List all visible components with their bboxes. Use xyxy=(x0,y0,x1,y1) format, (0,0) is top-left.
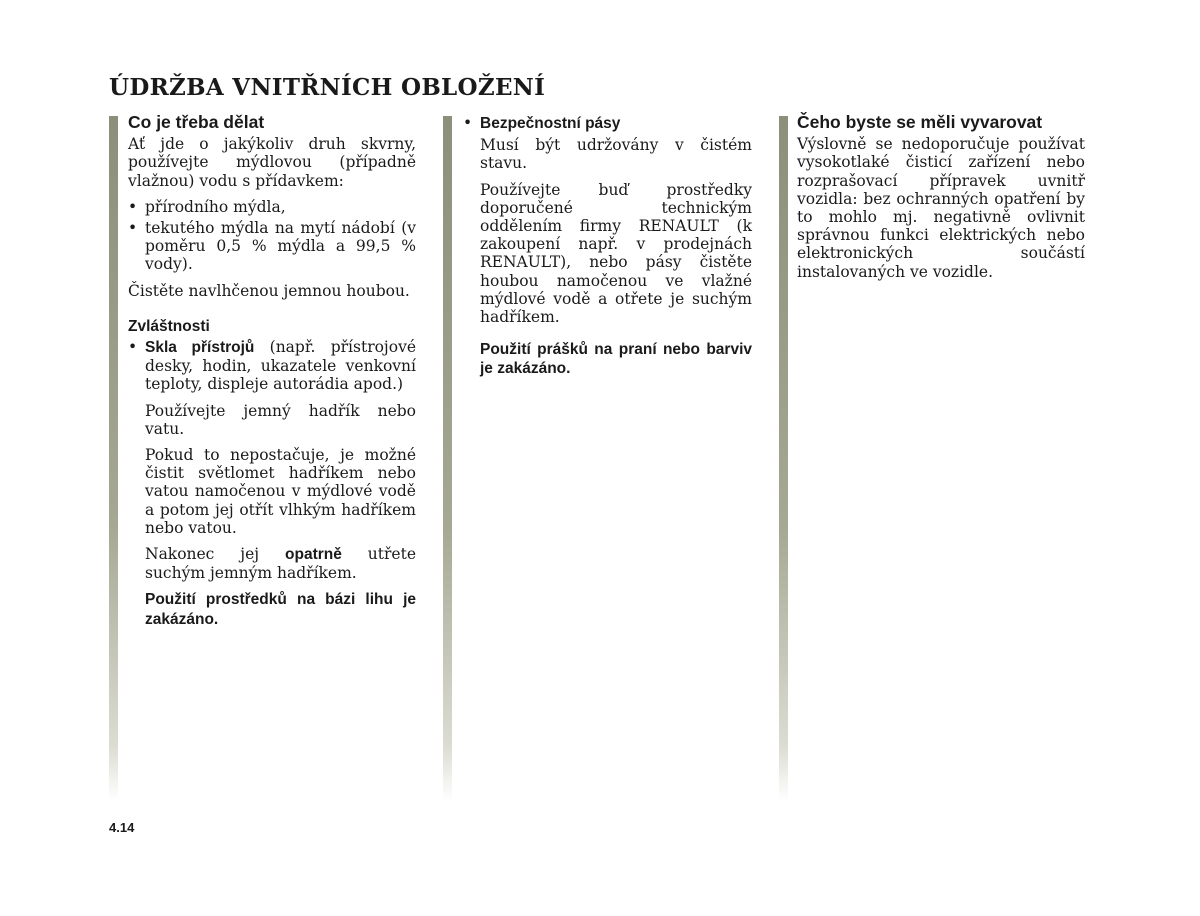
list-item xyxy=(128,198,416,216)
list-item xyxy=(128,219,416,274)
column-2 xyxy=(463,112,752,379)
text-span: utřete suchým jemným hadříkem. xyxy=(145,545,416,583)
text-span: Nakonec jej xyxy=(145,545,286,564)
column-3 xyxy=(797,112,1085,281)
paragraph-if-not-enough: Pokud to nepostačuje, je možné čistit světlomet hadříkem nebo vatou namočenou v mýdlové vodě a potom jej otřít vlhkým hadříkem nebo vatou. xyxy=(145,446,416,537)
bullet-icon: • xyxy=(128,219,138,238)
paragraph-clean-state: Musí být udržovány v čistém stavu. xyxy=(480,136,752,173)
paragraph-soft-cloth: Používejte jemný hadřík nebo vatu. xyxy=(145,401,416,438)
list-item-text: přírodního mýdla, xyxy=(145,197,286,216)
warning-text: Použití prostředků na bázi lihu je zakázáno. xyxy=(145,591,416,628)
bullet-icon: • xyxy=(463,114,473,132)
subheading-specifics: Zvláštnosti xyxy=(128,317,210,335)
list-item xyxy=(128,338,416,394)
page-title: ÚDRŽBA VNITŘNÍCH OBLOŽENÍ xyxy=(109,74,546,101)
section-heading-avoid: Čeho byste se měli vyvarovat xyxy=(797,112,1043,132)
warning-alcohol xyxy=(128,590,416,628)
column-1 xyxy=(128,112,416,629)
paragraph-finally xyxy=(128,545,416,582)
column-rule-1 xyxy=(109,116,118,801)
item-rest: (např. přístrojové desky, hodin, ukazatele venkovní teploty, displeje autorádia apod.) xyxy=(145,338,416,394)
warning-detergents xyxy=(463,340,752,378)
list-item-text: tekutého mýdla na mytí nádobí (v poměru 0,5 % mýdla a 99,5 % vody). xyxy=(145,219,416,274)
page-number: 4.14 xyxy=(109,820,135,835)
paragraph-avoid: Výslovně se nedoporučuje používat vysokotlaké čisticí zařízení nebo rozprašovací přípravek uvnitř vozidla: bez ochranných opatření by to mohlo mj. negativně ovlivnit správnou funkci elektrických nebo elektronických součástí instalovaných ve vozidle. xyxy=(797,135,1085,281)
bullet-icon: • xyxy=(128,197,138,216)
bullet-title-seatbelts: Bezpečnostní pásy xyxy=(480,115,621,132)
bold-carefully: opatrně xyxy=(285,546,342,564)
warning-text: Použití prášků na praní nebo barviv je zakázáno. xyxy=(480,341,752,378)
clean-paragraph: Čistěte navlhčenou jemnou houbou. xyxy=(128,281,410,300)
intro-paragraph: Ať jde o jakýkoliv druh skvrny, používejte mýdlovou (případně vlažnou) vodu s přídavkem: xyxy=(128,135,416,190)
list-item xyxy=(463,114,752,133)
column-rule-2 xyxy=(443,116,452,801)
item-bold: Skla přístrojů xyxy=(145,339,255,357)
column-rule-3 xyxy=(779,116,788,801)
paragraph-seatbelt-products: Používejte buď prostředky doporučené technickým oddělením firmy RENAULT (k zakoupení např. v prodejnách RENAULT), nebo pásy čistěte houbou namočenou ve vlažné mýdlové vodě a otřete je suchým hadříkem. xyxy=(480,180,752,327)
bullet-icon: • xyxy=(128,338,138,357)
section-heading-what-to-do: Co je třeba dělat xyxy=(128,112,265,132)
